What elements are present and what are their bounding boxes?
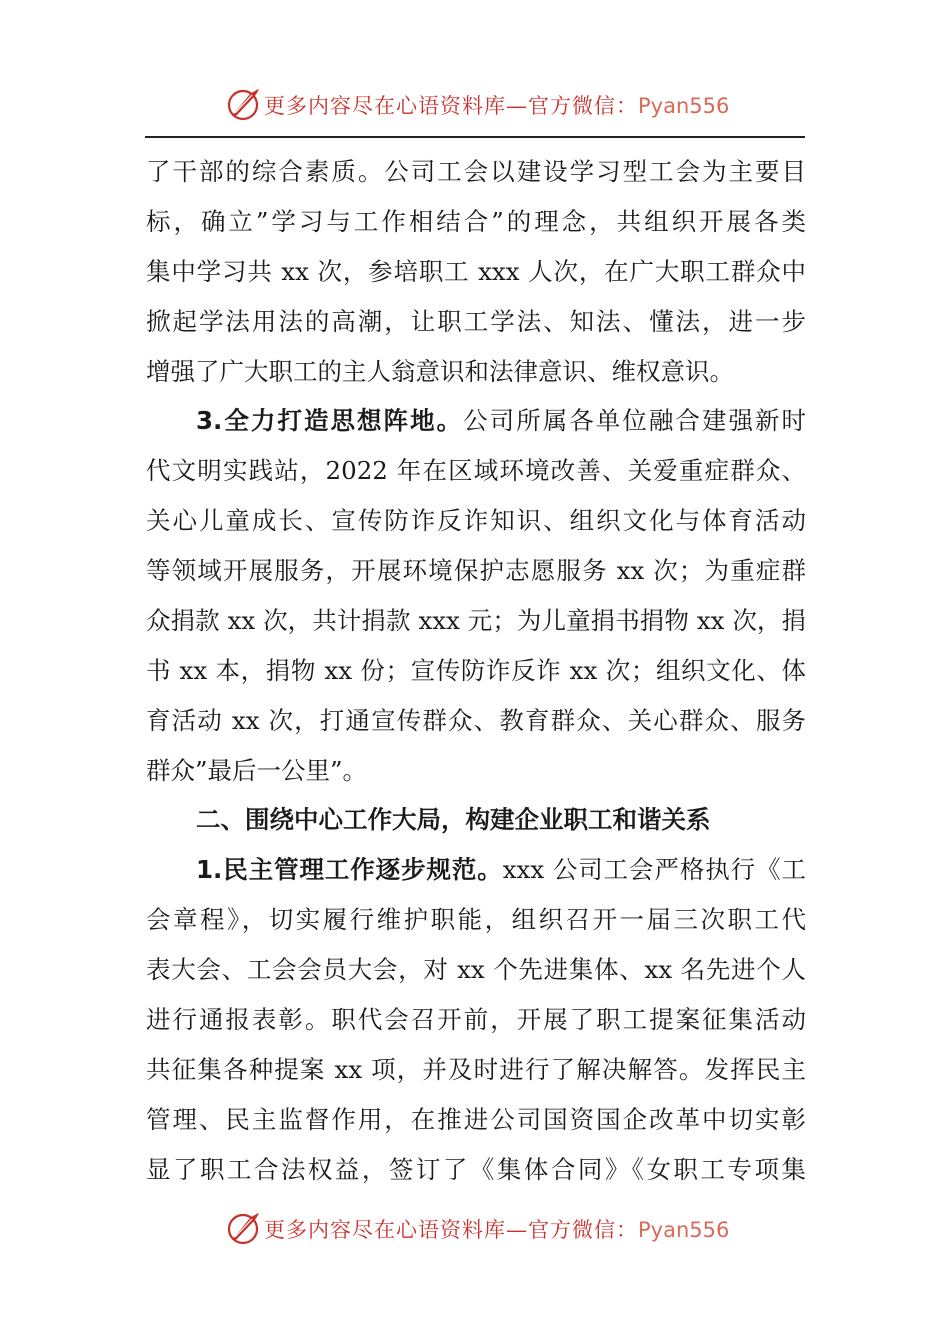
text-line: 众捐款 xx 次，共计捐款 xxx 元；为儿童捐书捐物 xx 次，捐 bbox=[146, 606, 806, 635]
text-line: 书 xx 本，捐物 xx 份；宣传防诈反诈 xx 次；组织文化、体 bbox=[146, 656, 806, 685]
watermark-text: 更多内容尽在心语资料库—官方微信：Pyan556 bbox=[264, 94, 730, 118]
text-line: 进行通报表彰。职代会召开前，开展了职工提案征集活动 bbox=[146, 1005, 806, 1034]
paragraph-title: 3.全力打造思想阵地。 bbox=[196, 406, 464, 435]
text-line: 群众”最后一公里”。 bbox=[146, 756, 368, 785]
watermark-contact: Pyan556 bbox=[638, 1218, 730, 1242]
watermark-text: 更多内容尽在心语资料库—官方微信：Pyan556 bbox=[264, 1218, 730, 1242]
quill-logo-icon bbox=[226, 86, 262, 122]
watermark-contact: Pyan556 bbox=[638, 94, 730, 118]
heading-text: 二、围绕中心工作大局，构建企业职工和谐关系 bbox=[196, 805, 711, 834]
text-line: 关心儿童成长、宣传防诈反诈知识、组织文化与体育活动 bbox=[146, 506, 806, 535]
text-line: 显了职工合法权益，签订了《集体合同》《女职工专项集 bbox=[146, 1155, 806, 1184]
text-line: 增强了广大职工的主人翁意识和法律意识、维权意识。 bbox=[146, 357, 734, 386]
text-line: 掀起学法用法的高潮，让职工学法、知法、懂法，进一步 bbox=[146, 307, 806, 336]
text-line: 会章程》，切实履行维护职能，组织召开一届三次职工代 bbox=[146, 905, 806, 934]
text-line: 共征集各种提案 xx 项，并及时进行了解决解答。发挥民主 bbox=[146, 1055, 806, 1084]
text-line: 1.民主管理工作逐步规范。xxx 公司工会严格执行《工 bbox=[196, 855, 806, 884]
paragraph-2 bbox=[146, 396, 806, 796]
watermark-banner-top bbox=[0, 84, 950, 124]
text-line: 管理、民主监督作用，在推进公司国资国企改革中切实彰 bbox=[146, 1105, 806, 1134]
section-heading bbox=[146, 795, 806, 845]
quill-logo-icon bbox=[226, 1210, 262, 1246]
text-line: 等领域开展服务，开展环境保护志愿服务 xx 次；为重症群 bbox=[146, 556, 806, 585]
text-line: 育活动 xx 次，打通宣传群众、教育群众、关心群众、服务 bbox=[146, 706, 806, 735]
text-line: 集中学习共 xx 次，参培职工 xxx 人次，在广大职工群众中 bbox=[146, 257, 806, 286]
header-rule bbox=[145, 136, 805, 138]
paragraph-3 bbox=[146, 845, 806, 1195]
text-line: 表大会、工会会员大会，对 xx 个先进集体、xx 名先进个人 bbox=[146, 955, 806, 984]
paragraph-1 bbox=[146, 147, 806, 397]
text-line: 标，确立”学习与工作相结合”的理念，共组织开展各类 bbox=[146, 207, 806, 236]
text-line: 代文明实践站，2022 年在区域环境改善、关爱重症群众、 bbox=[146, 456, 806, 485]
paragraph-title: 1.民主管理工作逐步规范。 bbox=[196, 855, 503, 884]
text-line: 3.全力打造思想阵地。公司所属各单位融合建强新时 bbox=[196, 406, 806, 435]
watermark-banner-bottom bbox=[0, 1208, 950, 1248]
text-line: 了干部的综合素质。公司工会以建设学习型工会为主要目 bbox=[146, 157, 806, 186]
